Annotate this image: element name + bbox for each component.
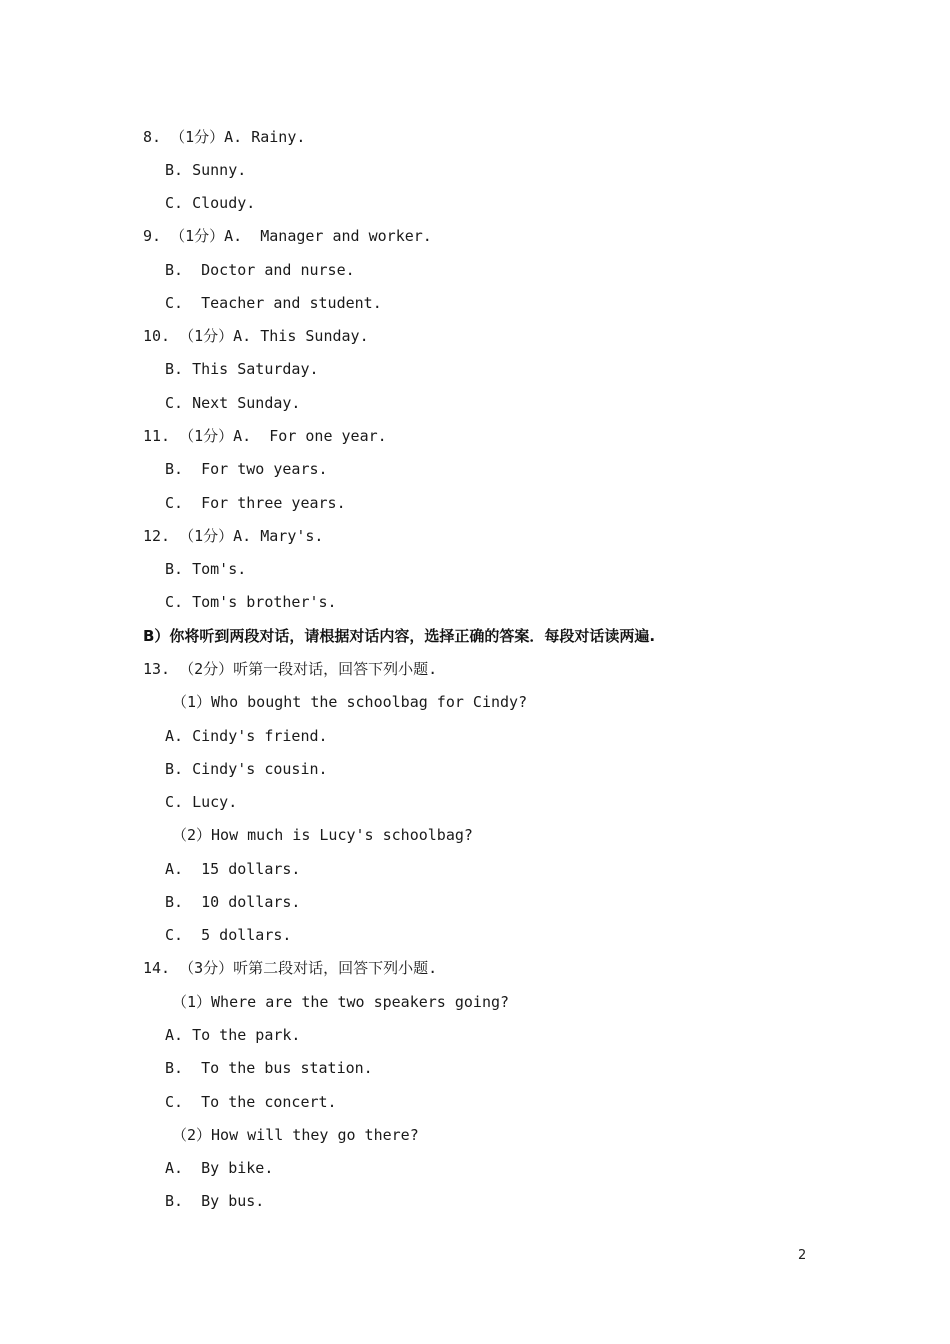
page-number: 2 <box>798 1248 807 1263</box>
question-14-sub1: （1）Where are the two speakers going? <box>172 993 510 1011</box>
question-13-sub2: （2）How much is Lucy's schoolbag? <box>172 826 473 844</box>
option-13-1b: B. Cindy's cousin. <box>165 760 328 778</box>
option-13-1a: A. Cindy's friend. <box>165 727 328 745</box>
option-8b: B. Sunny. <box>165 161 247 179</box>
option-13-1c: C. Lucy. <box>165 793 238 811</box>
section-b-heading: B）你将听到两段对话，请根据对话内容，选择正确的答案．每段对话读两遍. <box>143 627 656 645</box>
option-11c: C. For three years. <box>165 494 346 512</box>
question-14-sub2: （2）How will they go there? <box>172 1126 419 1144</box>
option-14-1a: A. To the park. <box>165 1026 301 1044</box>
option-9c: C. Teacher and student. <box>165 294 382 312</box>
option-9b: B. Doctor and nurse. <box>165 261 355 279</box>
option-14-1c: C. To the concert. <box>165 1093 337 1111</box>
option-12c: C. Tom's brother's. <box>165 593 337 611</box>
option-13-2c: C. 5 dollars. <box>165 926 292 944</box>
question-10: 10. （1分）A. This Sunday. <box>143 327 369 345</box>
option-14-1b: B. To the bus station. <box>165 1059 373 1077</box>
option-13-2a: A. 15 dollars. <box>165 860 301 878</box>
question-12: 12. （1分）A. Mary's. <box>143 527 324 545</box>
question-13: 13. （2分）听第一段对话，回答下列小题. <box>143 660 438 678</box>
option-14-2b: B. By bus. <box>165 1192 265 1210</box>
option-10c: C. Next Sunday. <box>165 394 301 412</box>
option-13-2b: B. 10 dollars. <box>165 893 301 911</box>
question-13-sub1: （1）Who bought the schoolbag for Cindy? <box>172 693 528 711</box>
question-9: 9. （1分）A. Manager and worker. <box>143 227 432 245</box>
option-10b: B. This Saturday. <box>165 360 319 378</box>
question-11: 11. （1分）A. For one year. <box>143 427 387 445</box>
option-14-2a: A. By bike. <box>165 1159 274 1177</box>
question-8: 8. （1分）A. Rainy. <box>143 128 306 146</box>
option-8c: C. Cloudy. <box>165 194 256 212</box>
option-12b: B. Tom's. <box>165 560 247 578</box>
question-14: 14. （3分）听第二段对话，回答下列小题. <box>143 959 438 977</box>
option-11b: B. For two years. <box>165 460 328 478</box>
